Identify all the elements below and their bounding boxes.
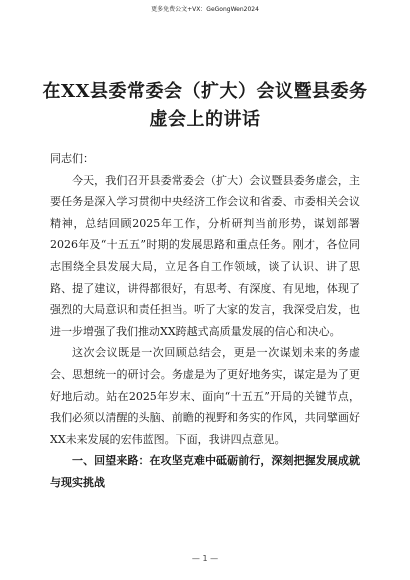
- header-promo-text: 更多免费公文+VX：GeGongWen2024: [151, 6, 259, 13]
- page-number: — 1 —: [191, 554, 219, 563]
- paragraph-2: 这次会议既是一次回顾总结会，更是一次谋划未来的务虚会、思想统一的研讨会。务虚是为了更好地务实，谋定是为了更好地后动。站在2025年岁末、面向“十五五”开局的关键节点，我们必须以清醒的头脑、前瞻的视野和务实的作风，共同擘画好XX未来发展的宏伟蓝图。下面，我讲四点意见。: [50, 346, 360, 446]
- document-title: 在XX县委常委会（扩大）会议暨县委务虚会上的讲话: [42, 81, 368, 130]
- greeting: 同志们：: [50, 152, 94, 165]
- document-body: [50, 148, 360, 494]
- paragraph-1: 今天，我们召开县委常委会（扩大）会议暨县委务虚会，主要任务是深入学习贯彻中央经济工作会议和省委、市委相关会议精神，总结回顾2025年工作，分析研判当前形势，谋划部署2026年及“十五五”时期的发展思路和重点任务。刚才，各位同志围绕全县发展大局，立足各自工作领域，谈了认识、讲了思路、提了建议，讲得都很好，有思考、有深度、有见地，体现了强烈的大局意识和责任担当。听了大家的发言，我深受启发，也进一步增强了我们推动XX跨越式高质量发展的信心和决心。: [50, 173, 360, 338]
- section-heading-1: 一、回望来路：在攻坚克难中砥砺前行，深刻把握发展成就与现实挑战: [50, 454, 360, 489]
